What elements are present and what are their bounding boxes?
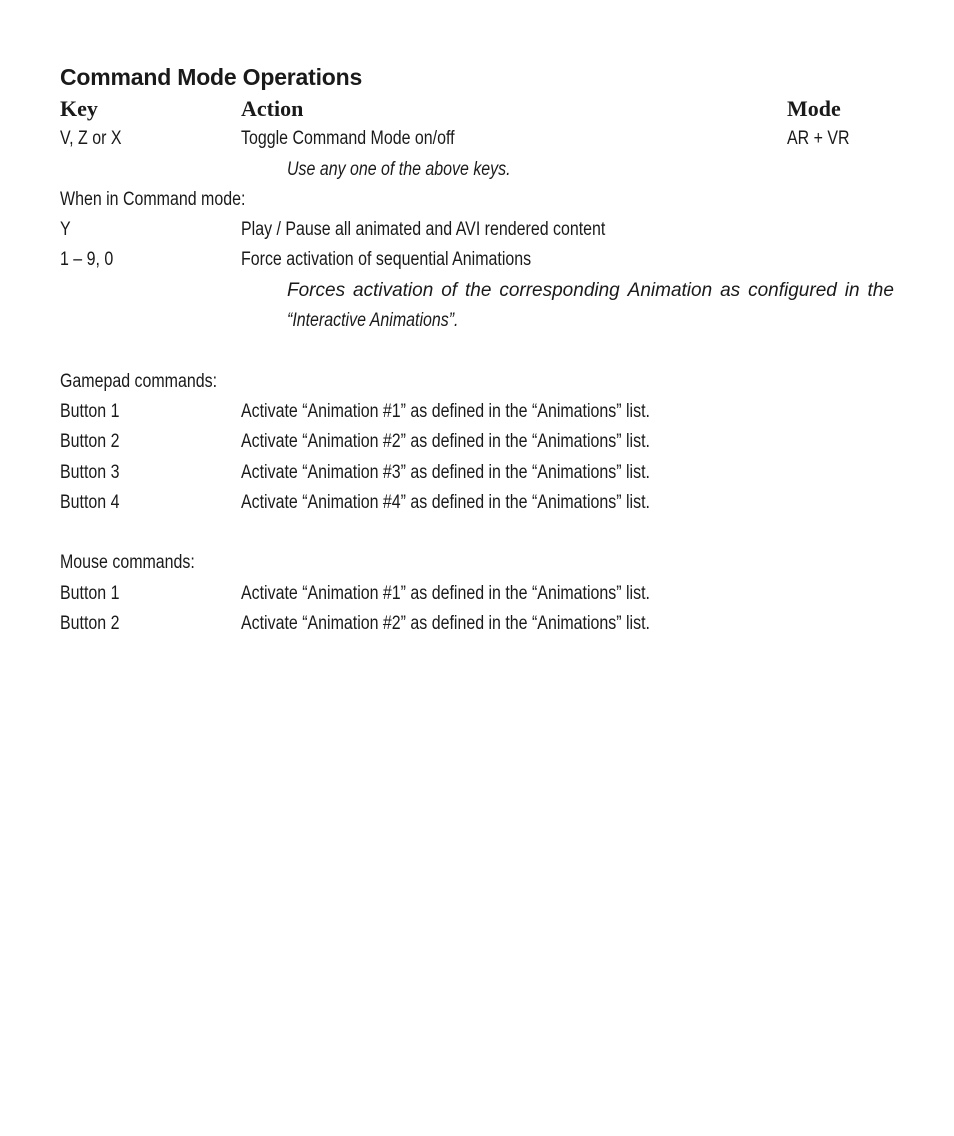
page-title: Command Mode Operations bbox=[60, 64, 363, 90]
toggle-note: Use any one of the above keys. bbox=[287, 159, 511, 180]
key-cell: Button 1 bbox=[60, 583, 120, 604]
action-cell: Play / Pause all animated and AVI rendered content bbox=[241, 219, 606, 240]
table-row-force bbox=[0, 245, 954, 275]
action-cell: Activate “Animation #3” as defined in the “Animations” list. bbox=[241, 462, 650, 483]
table-row bbox=[0, 579, 954, 609]
table-row bbox=[0, 458, 954, 488]
table-row bbox=[0, 427, 954, 457]
table-row-play bbox=[0, 215, 954, 245]
note-text: “Interactive Animations”. bbox=[287, 310, 459, 331]
action-cell: Activate “Animation #2” as defined in the “Animations” list. bbox=[241, 431, 650, 452]
force-note bbox=[287, 276, 894, 336]
note-word: Forces bbox=[287, 280, 346, 301]
note-word: the bbox=[464, 280, 492, 301]
gamepad-commands-label: Gamepad commands: bbox=[60, 371, 218, 392]
key-cell: Button 3 bbox=[60, 462, 120, 483]
note-word: as bbox=[720, 280, 741, 301]
note-word: in bbox=[844, 280, 860, 301]
note-word: the bbox=[867, 280, 894, 301]
command-mode-label: When in Command mode: bbox=[60, 189, 246, 210]
key-cell: Button 4 bbox=[60, 492, 120, 513]
column-header-mode: Mode bbox=[787, 96, 841, 121]
column-header-action: Action bbox=[241, 96, 304, 121]
note-word: Animation bbox=[627, 280, 713, 301]
key-cell: Button 2 bbox=[60, 613, 120, 634]
column-header-key: Key bbox=[60, 96, 98, 121]
note-word: configured bbox=[748, 280, 837, 301]
key-cell: Button 2 bbox=[60, 431, 120, 452]
key-cell: Y bbox=[60, 219, 71, 240]
table-row-toggle bbox=[0, 124, 954, 154]
table-row bbox=[0, 397, 954, 427]
action-cell: Activate “Animation #1” as defined in the “Animations” list. bbox=[241, 401, 650, 422]
table-header bbox=[0, 94, 954, 124]
action-cell: Activate “Animation #2” as defined in the “Animations” list. bbox=[241, 613, 650, 634]
table-row bbox=[0, 609, 954, 639]
action-cell: Force activation of sequential Animations bbox=[241, 249, 532, 270]
action-cell: Activate “Animation #4” as defined in the “Animations” list. bbox=[241, 492, 650, 513]
action-cell: Toggle Command Mode on/off bbox=[241, 128, 455, 149]
action-cell: Activate “Animation #1” as defined in the “Animations” list. bbox=[241, 583, 650, 604]
note-word: of bbox=[441, 280, 458, 301]
key-cell: Button 1 bbox=[60, 401, 120, 422]
key-cell: V, Z or X bbox=[60, 128, 122, 149]
note-word: corresponding bbox=[499, 280, 620, 301]
force-note-line-2 bbox=[287, 306, 894, 336]
table-row bbox=[0, 488, 954, 518]
toggle-note-row bbox=[0, 155, 954, 185]
mode-cell: AR + VR bbox=[787, 128, 850, 149]
mouse-commands-label: Mouse commands: bbox=[60, 552, 195, 573]
note-word: activation bbox=[353, 280, 434, 301]
force-note-line-1 bbox=[287, 276, 894, 306]
key-cell: 1 – 9, 0 bbox=[60, 249, 114, 270]
